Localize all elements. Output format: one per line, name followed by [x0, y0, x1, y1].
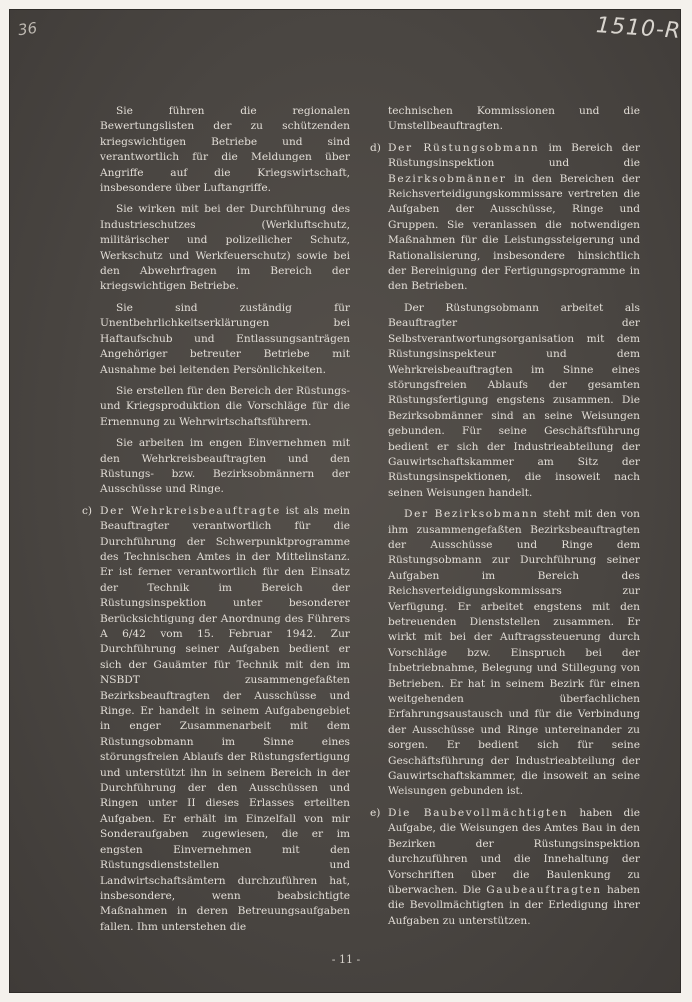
paragraph: Sie sind zuständig für Unentbehrlichkeitserklärungen bei Haftaufschub und Entlassungsanträgen Angehöriger betreuter Betriebe mit Ausnahme bei leitenden Persönlichkeiten. — [100, 301, 350, 376]
list-item-c — [82, 504, 350, 935]
spaced-term: Der Rüstungsobmann — [388, 141, 540, 154]
handwritten-corner-note: 36 — [16, 18, 39, 40]
list-item-text — [388, 806, 640, 929]
text-run: ist als mein Beauftragter verantwortlich für die Durchführung der Schwerpunktprogramme des Technischen Amtes in der Mittelinstanz. Er ist ferner verantwortlich für den Einsatz der Technik im Bereich der Rüstungsinspektion unter besonderer Berücksichtigung der Anordnung des Führers A 6/42 vom 15. Februar 1942. Zur Durchführung seiner Aufgaben bedient er sich der Gauämter für Technik mit den im NSBDT zusammengefaßten Bezirksbeauftragten der Ausschüsse und Ringe. Er handelt in seinem Aufgabengebiet in enger Zusammenarbeit mit dem Rüstungsobmann im Sinne eines störungsfreien Ablaufs der Rüstungsfertigung und unterstützt ihn in seinem Bereich in der Durchführung der den Ausschüssen und Ringen unter II dieses Erlasses erteilten Aufgaben. Er erhält im Einzelfall von mir Sonderaufgaben zugewiesen, die er im engsten Einvernehmen mit den Rüstungsdienststellen und Landwirtschaftsämtern durchzuführen hat, insbesondere, wenn beabsichtigte Maßnahmen in deren Betreuungsaufgaben fallen. Ihm unterstehen die — [100, 504, 350, 933]
text-run: im Bereich der Rüstungsinspektion und die — [388, 141, 640, 170]
text-run: haben die Bevollmächtigten in der Erledigung ihrer Aufgaben zu unterstützen. — [388, 883, 640, 927]
list-item-d — [370, 141, 640, 295]
paragraph: Der Rüstungsobmann arbeitet als Beauftragter der Selbstverantwortungsorganisation mit dem Rüstungsinspekteur und dem Wehrkreisbeauftragten im Sinne eines störungsfreien Ablaufs der gesamten Rüstungsfertigung engstens zusammen. Die Bezirksobmänner sind an seine Weisungen gebunden. Für seine Geschäftsführung bedient er sich der Industrieabteilung der Gauwirtschaftskammer am Sitz der Rüstungsinspektionen, die insoweit nach seinen Weisungen handelt. — [388, 301, 640, 499]
text-run: steht mit den von ihm zusammengefaßten Bezirksbeauftragten der Ausschüsse und Ringe dem Rüstungsobmann zur Durchführung seiner Aufgaben im Bereich des Reichsverteidigungskommissars zur Verfügung. Er arbeitet engstens mit den betreuenden Dienststellen zusammen. Er wirkt mit bei der Auftragssteuerung durch Vorschläge bzw. Einspruch bei der Inbetriebnahme, Belegung und Stillegung von Betrieben. Er hat in seinem Bezirk für einen weitgehenden überfachlichen Erfahrungsaustausch und für die Verbindung der Ausschüsse und Ringe untereinander zu sorgen. Er bedient sich für seine Geschäftsführung der Industrieabteilung der Gauwirtschaftskammer, die insoweit an seine Weisungen gebunden ist. — [388, 508, 641, 798]
list-marker: c) — [82, 504, 93, 517]
page-number: - 11 - — [331, 953, 361, 966]
list-item-text — [100, 504, 350, 935]
list-marker: e) — [370, 806, 381, 819]
spaced-term: Der Bezirksobmann — [404, 508, 539, 521]
left-column — [82, 104, 350, 941]
handwritten-document-number: 1510-R — [595, 13, 682, 44]
text-run: in den Bereichen der Reichsverteidigungskommissare vertreten die Aufgaben der Ausschüsse, Ringe und Gruppen. Sie veranlassen die notwendigen Maßnahmen für die Leistungssteigerung und Rationalisierung, insbesondere hinsichtlich der Bereinigung der Fertigungsprogramme in den Betrieben. — [388, 172, 640, 293]
list-marker: d) — [370, 141, 381, 154]
spaced-term: Der Wehrkreisbeauftragte — [100, 504, 281, 517]
right-column — [370, 104, 641, 935]
paragraph: Sie wirken mit bei der Durchführung des Industrieschutzes (Werkluftschutz, militärischer und polizeilicher Schutz, Werkschutz und Werkfeuerschutz) sowie bei den Abwehrfragen im Bereich der kriegswichtigen Betriebe. — [100, 203, 350, 293]
spaced-term: Gaubeauftragten — [486, 883, 602, 896]
text-run: haben die Aufgabe, die Weisungen des Amtes Bau in den Bezirken der Rüstungsinspektion durchzuführen und die Innehaltung der Vorschriften über die Baulenkung zu überwachen. Die — [388, 806, 640, 896]
list-item-e — [370, 806, 640, 929]
paragraph: Sie erstellen für den Bereich der Rüstungs- und Kriegsproduktion die Vorschläge für die Ernennung zu Wehrwirtschaftsführern. — [100, 384, 350, 428]
paragraph: Sie führen die regionalen Bewertungslisten der zu schützenden kriegswichtigen Betriebe und sind verantwortlich für die Meldungen über Angriffe auf die Kriegswirtschaft, insbesondere über Luftangriffe. — [100, 105, 350, 195]
paragraph-bezirksobmann — [388, 507, 640, 800]
spaced-term: Die Baubevollmächtigten — [388, 806, 569, 819]
continuation-text: technischen Kommissionen und die Umstellbeauftragten. — [388, 105, 640, 133]
list-item-text — [388, 141, 640, 295]
paragraph: Sie arbeiten im engen Einvernehmen mit den Wehrkreisbeauftragten und den Rüstungs- bzw. Bezirksobmännern der Ausschüsse und Ringe. — [100, 437, 350, 496]
spaced-term: Bezirksobmänner — [388, 172, 507, 185]
